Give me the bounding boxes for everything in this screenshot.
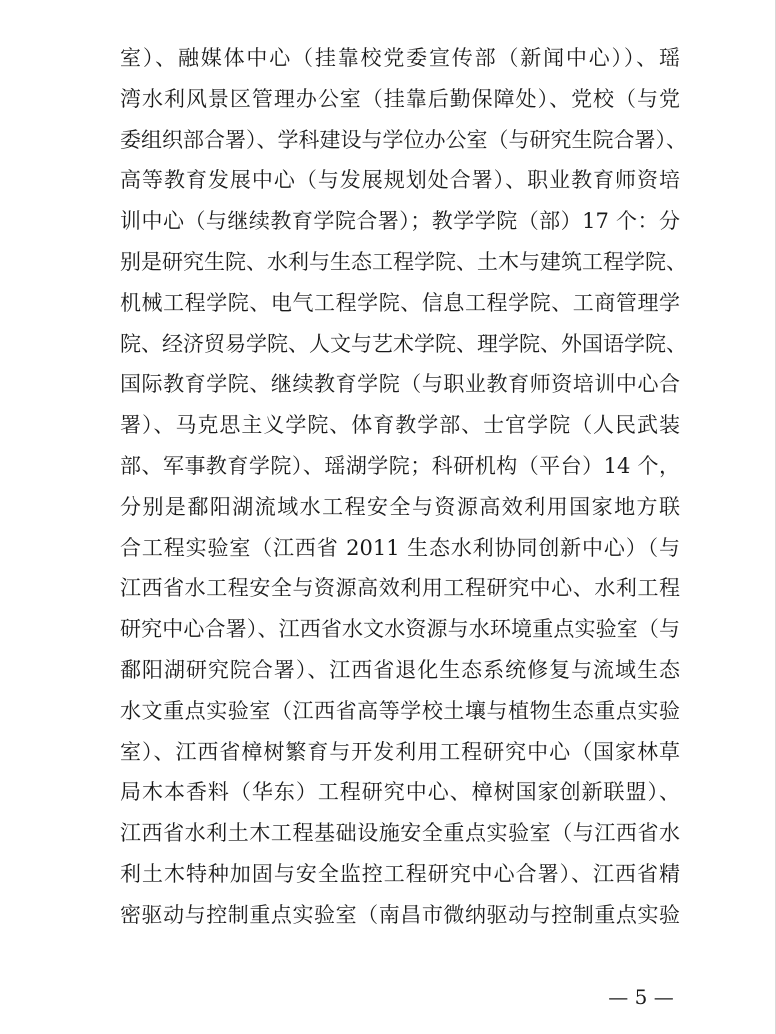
text-line: 训中心（与继续教育学院合署）；教学学院（部）17 个：分: [120, 209, 680, 234]
text-line: 别是研究生院、水利与生态工程学院、土木与建筑工程学院、: [120, 249, 687, 274]
text-line: 水文重点实验室（江西省高等学校土壤与植物生态重点实验: [120, 698, 680, 723]
body-text: [120, 38, 687, 936]
text-line: 机械工程学院、电气工程学院、信息工程学院、工商管理学: [120, 290, 680, 315]
text-line: 部、军事教育学院）、瑶湖学院；科研机构（平台）14 个，: [120, 453, 680, 478]
text-line: 国际教育学院、继续教育学院（与职业教育师资培训中心合: [120, 372, 680, 397]
text-line: 江西省水利土木工程基础设施安全重点实验室（与江西省水: [120, 821, 680, 846]
text-line: 江西省水工程安全与资源高效利用工程研究中心、水利工程: [120, 576, 680, 601]
text-line: 密驱动与控制重点实验室（南昌市微纳驱动与控制重点实验: [120, 902, 680, 927]
page-number: — 5 —: [608, 985, 674, 1009]
text-line: 委组织部合署）、学科建设与学位办公室（与研究生院合署）、: [120, 127, 687, 152]
text-line: 分别是鄱阳湖流域水工程安全与资源高效利用国家地方联: [120, 494, 680, 519]
text-line: 局木本香料（华东）工程研究中心、樟树国家创新联盟）、: [120, 780, 680, 805]
text-line: 合工程实验室（江西省 2011 生态水利协同创新中心）（与: [120, 535, 680, 560]
text-line: 室）、江西省樟树繁育与开发利用工程研究中心（国家林草: [120, 739, 680, 764]
text-line: 湾水利风景区管理办公室（挂靠后勤保障处）、党校（与党: [120, 86, 680, 111]
text-line: 署）、马克思主义学院、体育教学部、士官学院（人民武装: [120, 413, 680, 438]
text-line: 利土木特种加固与安全监控工程研究中心合署）、江西省精: [120, 861, 680, 886]
text-line: 鄱阳湖研究院合署）、江西省退化生态系统修复与流域生态: [120, 657, 680, 682]
text-line: 室）、融媒体中心（挂靠校党委宣传部（新闻中心））、瑶: [120, 46, 680, 70]
text-line: 院、经济贸易学院、人文与艺术学院、理学院、外国语学院、: [120, 331, 687, 356]
text-line: 高等教育发展中心（与发展规划处合署）、职业教育师资培: [120, 168, 680, 193]
text-line: 研究中心合署）、江西省水文水资源与水环境重点实验室（与: [120, 617, 680, 642]
